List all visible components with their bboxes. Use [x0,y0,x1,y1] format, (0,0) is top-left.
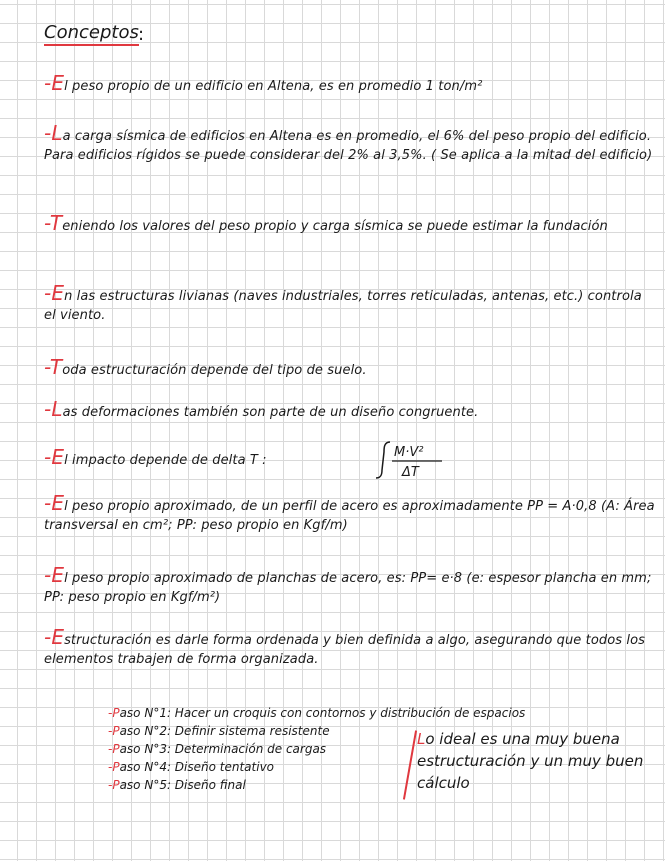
paragraph-text: n las estructuras livianas (naves industriales, torres reticuladas, antenas, etc.) controla el viento. [44,289,642,323]
note-paragraph-2 [44,121,656,165]
note-paragraph-8 [44,491,656,535]
note-paragraph-1 [44,71,656,96]
step-text: aso N°3: Determinación de cargas [119,742,327,756]
paragraph-text: eniendo los valores del peso propio y carga sísmica se puede estimar la fundación [62,219,608,234]
step-marker: -P [108,742,120,756]
paragraph-marker: -L [44,397,63,421]
side-note-marker: L [417,730,426,748]
paragraph-marker: -E [44,563,65,587]
step-text: aso N°4: Diseño tentativo [119,760,275,774]
impact-formula [372,440,532,480]
note-paragraph-3 [44,211,656,236]
step-marker: -P [108,706,120,720]
note-paragraph-9 [44,563,656,607]
paragraph-text: oda estructuración depende del tipo de suelo. [62,363,367,378]
note-paragraph-6 [44,397,656,422]
paragraph-text: l peso propio aproximado de planchas de acero, es: PP= e·8 (e: espesor plancha en mm; PP: peso propio en Kgf/m²) [44,571,652,605]
page-title: Conceptos [44,22,139,46]
list-item [108,758,408,776]
paragraph-marker: -E [44,625,65,649]
paragraph-marker: -E [44,491,65,515]
formula-numerator: M·V² [394,445,424,460]
list-item [108,776,408,794]
note-paragraph-5 [44,355,656,380]
title-colon: : [138,24,145,45]
note-paragraph-4 [44,281,656,325]
formula-denominator: ΔT [402,465,419,480]
step-marker: -P [108,778,120,792]
paragraph-marker: -T [44,355,63,379]
step-marker: -P [108,724,120,738]
paragraph-text: l peso propio aproximado, de un perfil de acero es aproximadamente PP = A·0,8 (A: Área transversal en cm²; PP: peso propio en Kgf/m) [44,499,655,533]
step-text: aso N°1: Hacer un croquis con contornos y distribución de espacios [119,706,526,720]
note-paragraph-10 [44,625,656,669]
paragraph-text: a carga sísmica de edificios en Altena es en promedio, el 6% del peso propio del edificio. Para edificios rígidos se puede considerar del 2% al 3,5%. ( Se aplica a la mitad del edificio) [44,129,653,163]
paragraph-text: as deformaciones también son parte de un diseño congruente. [62,405,479,420]
step-text: aso N°5: Diseño final [119,778,246,792]
list-item [108,722,408,740]
list-item [108,704,526,722]
step-marker: -P [108,760,120,774]
list-item [108,740,408,758]
paragraph-text: structuración es darle forma ordenada y bien definida a algo, asegurando que todos los elementos trabajen de forma organizada. [44,633,646,667]
step-text: aso N°2: Definir sistema resistente [119,724,330,738]
paragraph-marker: -E [44,71,65,95]
integral-sign [376,442,390,478]
steps-list [108,704,526,794]
note-paragraph-7 [44,445,656,470]
paragraph-marker: -E [44,281,65,305]
paragraph-marker: -L [44,121,63,145]
paragraph-text: l peso propio de un edificio en Altena, es en promedio 1 ton/m² [64,79,483,94]
paragraph-marker: -E [44,445,65,469]
side-note-text: o ideal es una muy buena estructuración y un muy buen cálculo [417,730,644,792]
paragraph-text: l impacto depende de delta T : [64,453,267,468]
side-note [417,728,657,794]
paragraph-marker: -T [44,211,63,235]
